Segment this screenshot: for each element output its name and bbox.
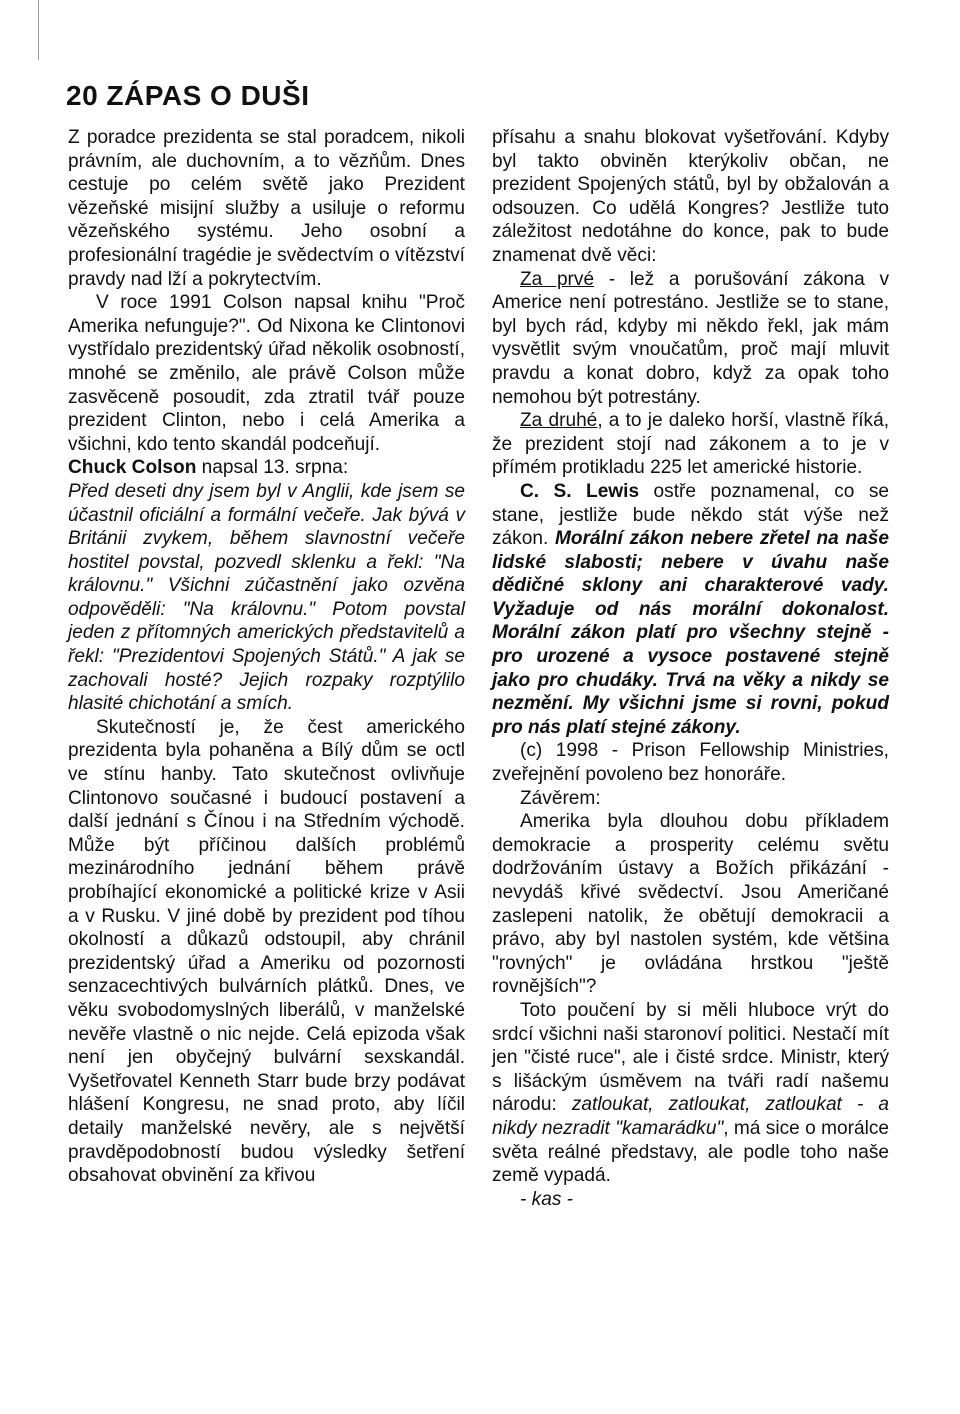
copyright-paragraph: (c) 1998 - Prison Fellowship Ministries, zveřejnění povoleno bez honoráře.	[492, 740, 889, 786]
left-column	[68, 126, 465, 1188]
intro-paragraph: Z poradce prezidenta se stal poradcem, nikoli právním, ale duchovním, a to vězňům. Dnes cestuje po celém světě jako Prezident vězeňské misijní služby a usiluje o reformu vězeňského systému. Jeho osobní a profesionální tragédie je svědectvím o vítězství pravdy nad lží a pokrytectvím.	[68, 127, 465, 290]
lesson-italic: zatloukat, zatloukat, zatloukat - a nikdy nezradit "kamarádku"	[492, 1094, 889, 1139]
second-point-text: , a to je daleko horší, vlastně říká, že prezident stojí nad zákonem a to je v přímém protikladu 225 let americké historie.	[492, 410, 889, 479]
right-column	[492, 126, 889, 1211]
lewis-name: C. S. Lewis	[520, 480, 640, 502]
lewis-paragraph	[492, 480, 889, 740]
page-frame-line	[38, 0, 39, 60]
author-line	[68, 456, 465, 480]
second-point-lead: Za druhé	[520, 410, 598, 432]
fact-paragraph: Skutečností je, že čest amerického prezidenta byla pohaněna a Bílý dům se octl ve stínu hanby. Tato skutečnost ovlivňuje Clintonovo současné i budoucí postavení a další jednání s Čínou i na Středním východě. Může být příčinou dalších problémů mezinárodního jednání během právě probíhající ekonomické a politické krize v Asii a v Rusku. V jiné době by prezident pod tíhou okolností a důkazů odstoupil, aby chránil prezidentský úřad a Ameriku od pozornosti senzacechtivých bulvárních plátků. Dnes, ve věku svobodomyslných liberálů, v manželské nevěře vlastně o nic nejde. Celá epizoda však není jen obyčejný bulvární sexskandál. Vyšetřovatel Kenneth Starr bude brzy podávat hlášení Kongresu, ne snad proto, aby líčil detaily manželské nevěry, ale s největší pravděpodobností budou výsledky šetření obsahovat obvinění za křivou	[68, 716, 465, 1187]
book-paragraph: V roce 1991 Colson napsal knihu "Proč Amerika nefunguje?". Od Nixona ke Clintonovi vystřídalo prezidentský úřad několik osobností, mnohé se změnilo, ale právě Colson může zasvěceně posoudit, zda ztratil tvář pouze prezident Clinton, nebo i celá Amerika a všichni, kdo tento skandál podceňují.	[68, 292, 465, 455]
first-point-paragraph	[492, 268, 889, 410]
author-date: napsal 13. srpna:	[196, 457, 349, 479]
second-point-paragraph	[492, 409, 889, 480]
quote-paragraph: Před deseti dny jsem byl v Anglii, kde jsem se účastnil oficiální a formální večeře. Jak bývá v Británii zvykem, během slavnostní večeře hostitel povstal, pozvedl sklenku a řekl: "Na královnu." Všichni zúčastnění jako ozvěna odpověděli: "Na královnu." Potom povstal jeden z přítomných amerických představitelů a řekl: "Prezidentovi Spojených Států." A jak se zachovali hosté? Jejich rozpaky rozptýlilo hlasité chichotání a smích.	[68, 480, 465, 715]
lesson-text: Toto poučení by si měli hluboce vrýt do srdcí všichni naši staronoví politici. Nestačí mít jen "čisté ruce", ale i čisté srdce. Ministr, který s lišáckým úsměvem na tváři radí našemu národu:	[492, 999, 889, 1116]
america-paragraph: Amerika byla dlouhou dobu příkladem demokracie a prosperity celému světu dodržováním ústavy a Božích přikázání - nevydáš křivé svědectví. Jsou Američané zaslepeni natolik, že obětují demokracii a právo, aby byl nastolen systém, kde většina "rovných" je ovládána hrstkou "ještě rovnějších"?	[492, 811, 889, 998]
conclusion-heading: Závěrem:	[520, 787, 601, 809]
page-title: 20 ZÁPAS O DUŠI	[66, 80, 310, 111]
author-name: Chuck Colson	[68, 457, 197, 479]
lesson-end: , má sice o morálce světa reálné představy, ale podle toho naše země vypadá.	[492, 1117, 889, 1187]
lewis-text: ostře poznamenal, co se stane, jestliže bude někdo stát výše než zákon.	[492, 480, 889, 550]
continuation-paragraph: přísahu a snahu blokovat vyšetřování. Kdyby byl takto obviněn kterýkoliv občan, ne prezident Spojených států, byl by obžalován a odsouzen. Co udělá Kongres? Jestliže tuto záležitost nedotáhne do konce, pak to bude znamenat dvě věci:	[492, 127, 889, 266]
first-point-text: - lež a porušování zákona v Americe není potrestáno. Jestliže se to stane, byl bych rád, kdyby mi někdo řekl, jak mám vysvětlit svým vnoučatům, proč mají mluvit pravdu a konat dobro, když za opak toho nemohou být potrestány.	[492, 268, 889, 408]
signature: - kas -	[520, 1188, 574, 1210]
lesson-paragraph	[492, 999, 889, 1188]
first-point-lead: Za prvé	[520, 268, 595, 290]
moral-law-quote: Morální zákon nebere zřetel na naše lidské slabosti; nebere v úvahu naše dědičné sklony ani charakterové vady. Vyžaduje od nás morální dokonalost. Morální zákon platí pro všechny stejně - pro urozené a vysoce postavené stejně jako pro chudáky. Trvá na věky a nikdy se nezmění. My všichni jsme si rovni, pokud pro nás platí stejné zákony.	[492, 528, 889, 738]
